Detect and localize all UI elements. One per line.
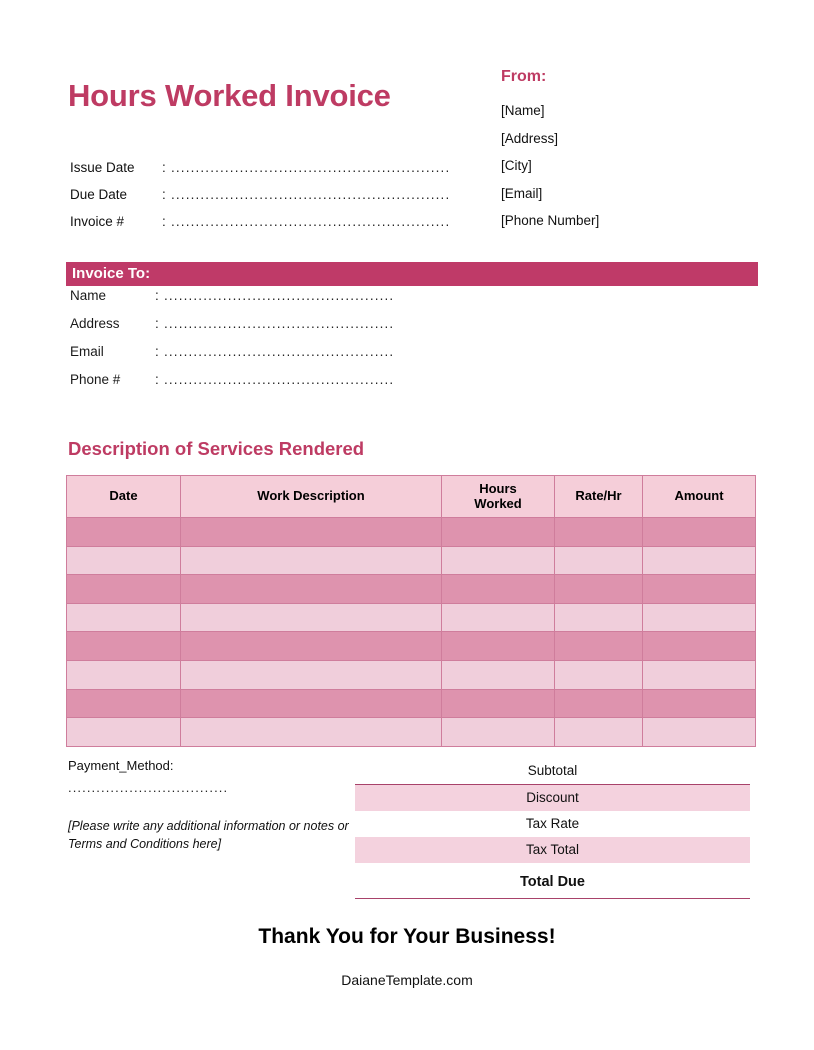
- invoice-to-phone-colon: :: [155, 372, 159, 387]
- totals-row-total-due: Total Due: [520, 874, 585, 890]
- invoice-to-row-email: [70, 344, 470, 372]
- invoice-to-banner: Invoice To:: [66, 262, 758, 286]
- invoice-to-email-field[interactable]: ...............................................: [164, 344, 395, 359]
- payment-method-field[interactable]: ..................................: [68, 780, 229, 795]
- invoice-to-email-colon: :: [155, 344, 159, 359]
- invoice-to-row-phone: [70, 372, 470, 400]
- table-row[interactable]: [67, 718, 756, 747]
- column-header-rate-per-hour: Rate/Hr: [555, 476, 643, 518]
- from-city-field[interactable]: [City]: [501, 158, 532, 173]
- cell-date[interactable]: [67, 518, 181, 547]
- table-row[interactable]: [67, 603, 756, 632]
- from-heading: From:: [501, 68, 547, 85]
- invoice-to-address-label: Address: [70, 316, 120, 331]
- table-row[interactable]: [67, 689, 756, 718]
- invoice-meta-block: [70, 160, 470, 241]
- meta-row-issue-date: [70, 160, 470, 187]
- invoice-to-row-name: [70, 288, 470, 316]
- invoice-to-address-field[interactable]: ...............................................: [164, 316, 395, 331]
- column-header-hours-worked: [442, 476, 555, 518]
- due-date-field[interactable]: .........................................................: [171, 187, 451, 202]
- cell-amount[interactable]: [643, 660, 756, 689]
- table-row[interactable]: [67, 518, 756, 547]
- services-header-row: [67, 476, 756, 518]
- cell-date[interactable]: [67, 660, 181, 689]
- site-credit: DaianeTemplate.com: [341, 972, 473, 988]
- cell-rate[interactable]: [555, 603, 643, 632]
- cell-date[interactable]: [67, 718, 181, 747]
- invoice-to-block: [70, 288, 470, 400]
- from-email-field[interactable]: [Email]: [501, 185, 543, 201]
- cell-date[interactable]: [67, 575, 181, 604]
- services-table-head: [67, 476, 756, 518]
- cell-description[interactable]: [181, 718, 442, 747]
- payment-method-label: Payment_Method:: [68, 758, 174, 773]
- cell-rate[interactable]: [555, 518, 643, 547]
- cell-hours[interactable]: [442, 632, 555, 661]
- cell-rate[interactable]: [555, 660, 643, 689]
- due-date-label: Due Date: [70, 187, 128, 202]
- thank-you-message: Thank You for Your Business!: [258, 925, 556, 948]
- totals-divider-bottom: [355, 898, 750, 899]
- cell-hours[interactable]: [442, 718, 555, 747]
- cell-rate[interactable]: [555, 689, 643, 718]
- meta-row-invoice-number: [70, 214, 470, 241]
- cell-hours[interactable]: [442, 603, 555, 632]
- cell-amount[interactable]: [643, 518, 756, 547]
- cell-date[interactable]: [67, 689, 181, 718]
- cell-amount[interactable]: [643, 603, 756, 632]
- table-row[interactable]: [67, 575, 756, 604]
- from-name-field[interactable]: [Name]: [501, 103, 545, 118]
- invoice-to-address-colon: :: [155, 316, 159, 331]
- cell-rate[interactable]: [555, 632, 643, 661]
- due-date-colon: :: [162, 187, 166, 202]
- invoice-to-name-field[interactable]: ...............................................: [164, 288, 395, 303]
- services-table-body: [67, 518, 756, 747]
- invoice-to-name-colon: :: [155, 288, 159, 303]
- cell-hours[interactable]: [442, 518, 555, 547]
- services-table: [66, 475, 756, 747]
- cell-description[interactable]: [181, 660, 442, 689]
- column-header-amount: Amount: [643, 476, 756, 518]
- from-block: [501, 68, 761, 235]
- hours-header-line1: Hours: [479, 480, 517, 496]
- hours-header-line2: Worked: [474, 495, 522, 511]
- cell-description[interactable]: [181, 546, 442, 575]
- invoice-to-row-address: [70, 316, 470, 344]
- cell-amount[interactable]: [643, 546, 756, 575]
- cell-amount[interactable]: [643, 689, 756, 718]
- cell-description[interactable]: [181, 689, 442, 718]
- invoice-number-field[interactable]: .........................................................: [171, 214, 451, 229]
- cell-rate[interactable]: [555, 546, 643, 575]
- cell-hours[interactable]: [442, 660, 555, 689]
- cell-description[interactable]: [181, 575, 442, 604]
- totals-row-discount: Discount: [355, 785, 750, 811]
- cell-description[interactable]: [181, 603, 442, 632]
- cell-rate[interactable]: [555, 575, 643, 604]
- page-title: Hours Worked Invoice: [68, 78, 391, 113]
- services-heading: Description of Services Rendered: [68, 438, 365, 459]
- from-phone-field[interactable]: [Phone Number]: [501, 213, 600, 228]
- invoice-to-name-label: Name: [70, 288, 107, 303]
- from-address-field[interactable]: [Address]: [501, 130, 559, 146]
- issue-date-colon: :: [162, 160, 166, 175]
- cell-date[interactable]: [67, 546, 181, 575]
- meta-row-due-date: [70, 187, 470, 214]
- invoice-to-phone-field[interactable]: ...............................................: [164, 372, 395, 387]
- invoice-number-label: Invoice #: [70, 214, 125, 229]
- table-row[interactable]: [67, 632, 756, 661]
- totals-row-tax-rate: Tax Rate: [525, 816, 580, 831]
- cell-rate[interactable]: [555, 718, 643, 747]
- invoice-number-colon: :: [162, 214, 166, 229]
- issue-date-field[interactable]: .........................................................: [171, 160, 451, 175]
- cell-description[interactable]: [181, 518, 442, 547]
- table-row[interactable]: [67, 546, 756, 575]
- cell-amount[interactable]: [643, 632, 756, 661]
- cell-amount[interactable]: [643, 575, 756, 604]
- payment-block: [68, 758, 358, 853]
- cell-hours[interactable]: [442, 689, 555, 718]
- cell-description[interactable]: [181, 632, 442, 661]
- column-header-work-description: Work Description: [181, 476, 442, 518]
- notes-placeholder[interactable]: [Please write any additional information or notes or Terms and Conditions here]: [68, 819, 349, 852]
- totals-block: [355, 758, 750, 899]
- cell-date[interactable]: [67, 603, 181, 632]
- totals-row-subtotal: Subtotal: [527, 763, 578, 778]
- cell-amount[interactable]: [643, 718, 756, 747]
- cell-date[interactable]: [67, 632, 181, 661]
- cell-hours[interactable]: [442, 546, 555, 575]
- column-header-date: Date: [67, 476, 181, 518]
- totals-row-tax-total: Tax Total: [355, 837, 750, 863]
- cell-hours[interactable]: [442, 575, 555, 604]
- invoice-to-email-label: Email: [70, 344, 104, 359]
- issue-date-label: Issue Date: [70, 160, 135, 175]
- invoice-to-phone-label: Phone #: [70, 372, 121, 387]
- table-row[interactable]: [67, 660, 756, 689]
